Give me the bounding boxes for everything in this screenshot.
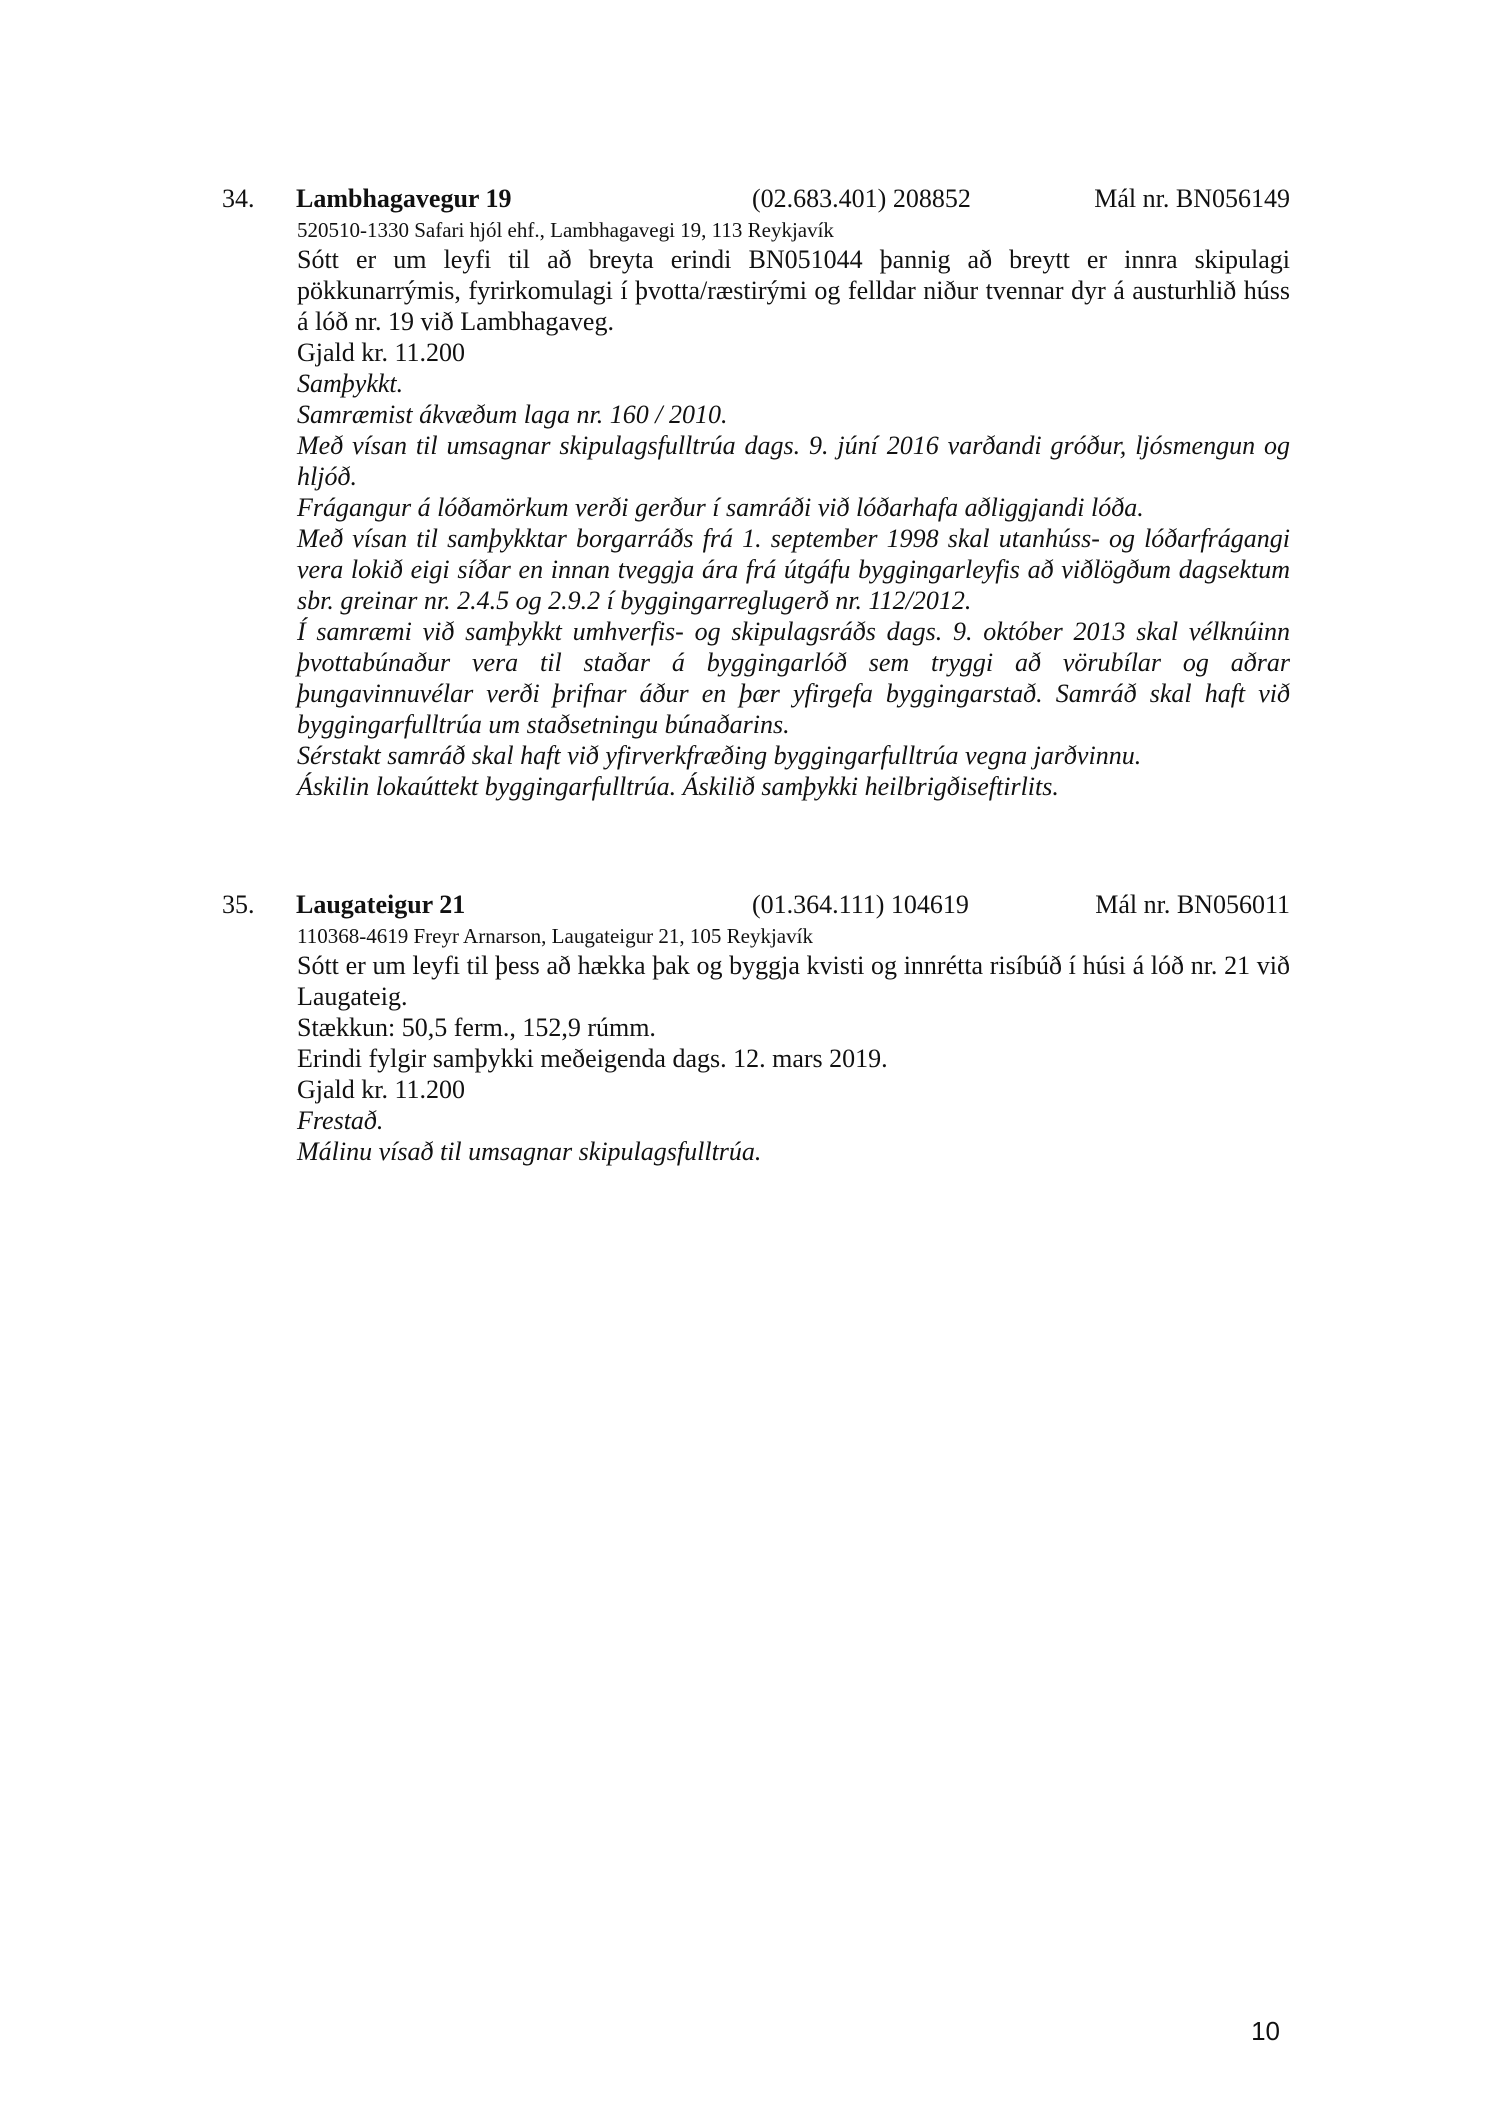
condition-text: Sérstakt samráð skal haft við yfirverkfræðing byggingarfulltrúa vegna jarðvinnu. — [297, 741, 1142, 770]
fee-line: Gjald kr. 11.200 — [297, 1075, 466, 1104]
condition-text: Í samræmi við samþykkt umhverfis- og skipulagsráðs dags. 9. október 2013 skal vélknúinn þvottabúnaður vera til staðar á byggingarlóð sem tryggi að vörubílar og aðrar þungavinnuvélar verði þrifnar áður en þær yfirgefa byggingarstað. Samráð skal haft við byggingarfulltrúa um staðsetningu búnaðarins. — [297, 617, 1290, 739]
page-number: 10 — [1251, 2016, 1280, 2046]
agenda-item-35 — [222, 888, 1290, 1167]
application-text: Sótt er um leyfi til þess að hækka þak og byggja kvisti og innrétta risíbúð í húsi á lóð nr. 21 við Laugateig. — [297, 951, 1290, 1011]
applicant-line: 110368-4619 Freyr Arnarson, Laugateigur 21, 105 Reykjavík — [297, 924, 813, 948]
case-number: Mál nr. BN056149 — [1094, 184, 1290, 213]
condition-text: Málinu vísað til umsagnar skipulagsfulltrúa. — [297, 1137, 762, 1166]
decision-text: Samþykkt. — [297, 369, 404, 398]
item-body — [297, 216, 1290, 802]
item-number: 34. — [222, 184, 255, 213]
attachment-line: Erindi fylgir samþykki meðeigenda dags. 12. mars 2019. — [297, 1044, 888, 1073]
land-id: (01.364.111) 104619 — [752, 890, 969, 919]
condition-text: Samræmist ákvæðum laga nr. 160 / 2010. — [297, 400, 728, 429]
item-title: Laugateigur 21 — [296, 890, 466, 919]
condition-text: Með vísan til umsagnar skipulagsfulltrúa dags. 9. júní 2016 varðandi gróður, ljósmengun og hljóð. — [297, 431, 1290, 491]
condition-text: Áskilin lokaúttekt byggingarfulltrúa. Áskilið samþykki heilbrigðiseftirlits. — [297, 772, 1059, 801]
item-title: Lambhagavegur 19 — [296, 184, 512, 213]
decision-text: Frestað. — [297, 1106, 384, 1135]
land-id: (02.683.401) 208852 — [752, 184, 971, 213]
case-number: Mál nr. BN056011 — [1095, 890, 1290, 919]
fee-line: Gjald kr. 11.200 — [297, 338, 466, 367]
item-number: 35. — [222, 890, 255, 919]
agenda-item-34 — [222, 182, 1290, 802]
item-body — [297, 922, 1290, 1167]
applicant-line: 520510-1330 Safari hjól ehf., Lambhagavegi 19, 113 Reykjavík — [297, 218, 834, 242]
item-header — [222, 888, 1290, 922]
condition-text: Frágangur á lóðamörkum verði gerður í samráði við lóðarhafa aðliggjandi lóða. — [297, 493, 1144, 522]
condition-text: Með vísan til samþykktar borgarráðs frá 1. september 1998 skal utanhúss- og lóðarfrágangi vera lokið eigi síðar en innan tveggja ára frá útgáfu byggingarleyfis að viðlögðum dagsektum sbr. greinar nr. 2.4.5 og 2.9.2 í byggingarreglugerð nr. 112/2012. — [297, 524, 1290, 615]
application-text: Sótt er um leyfi til að breyta erindi BN051044 þannig að breytt er innra skipulagi pökkunarrýmis, fyrirkomulagi í þvotta/ræstirými og felldar niður tvennar dyr á austurhlið húss á lóð nr. 19 við Lambhagaveg. — [297, 245, 1290, 336]
item-header — [222, 182, 1290, 216]
size-line: Stækkun: 50,5 ferm., 152,9 rúmm. — [297, 1013, 656, 1042]
